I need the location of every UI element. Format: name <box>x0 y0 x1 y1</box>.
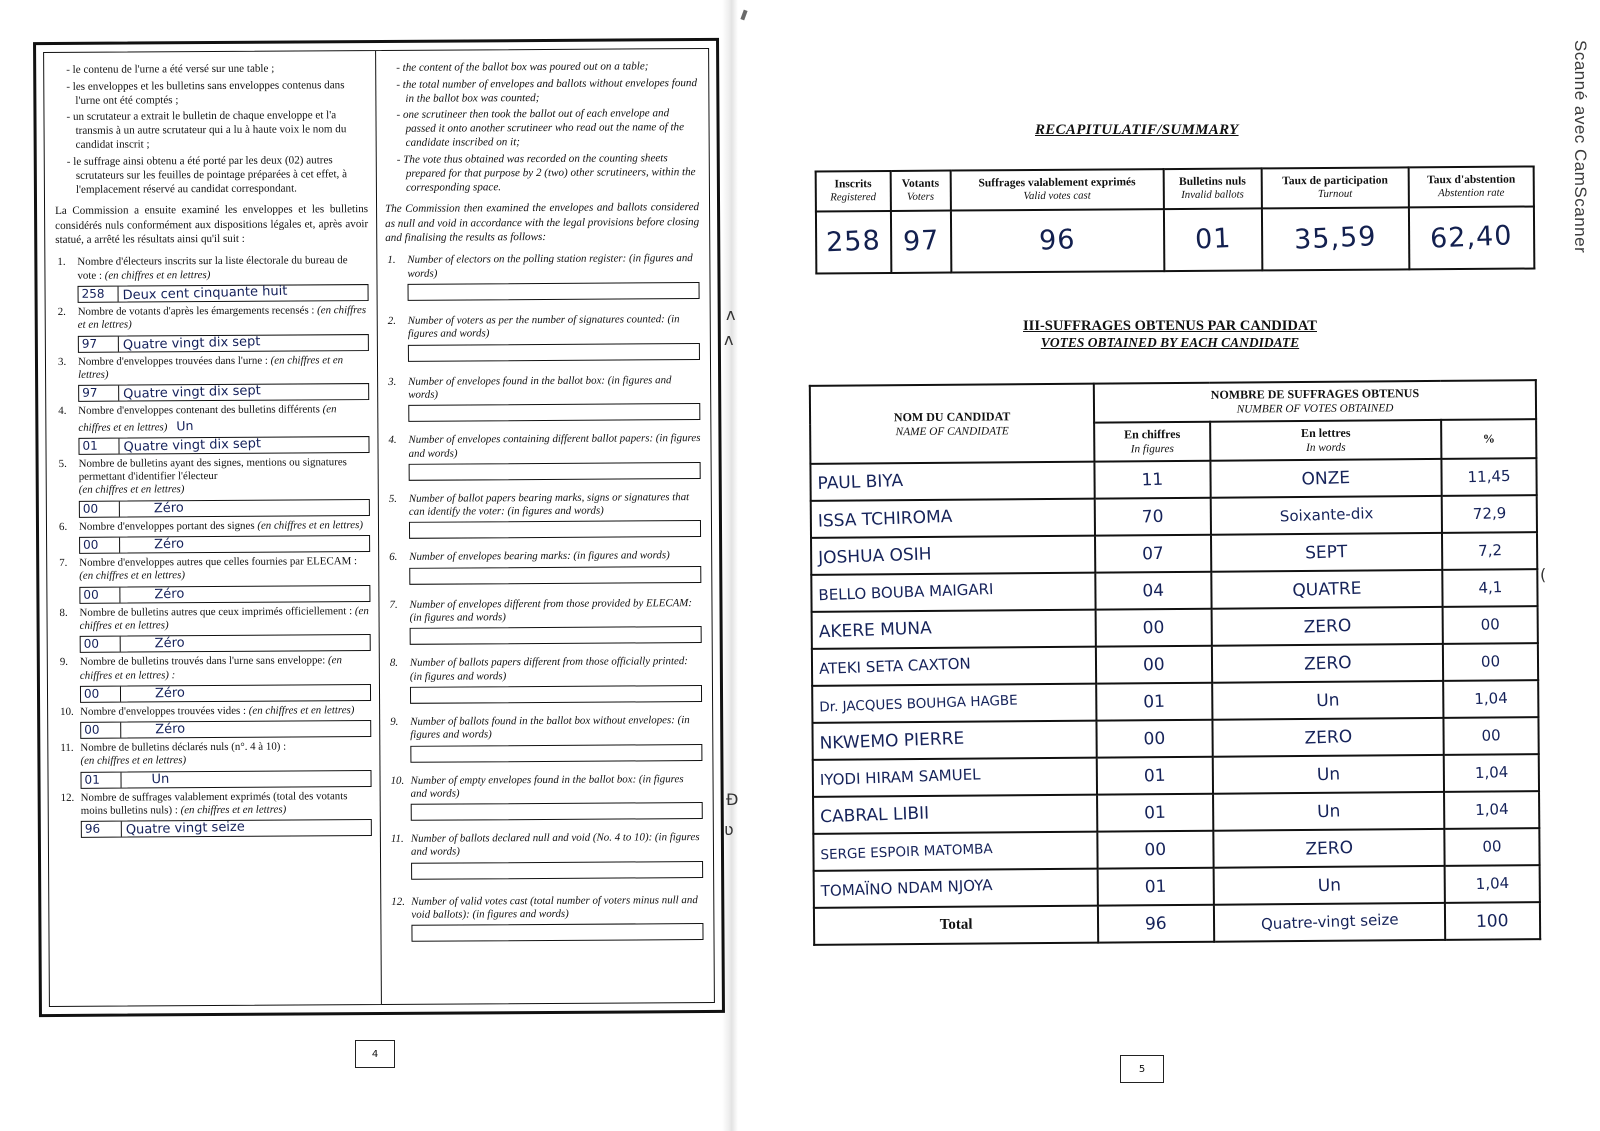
candidate-name: BELLO BOUBA MAIGARI <box>818 580 994 605</box>
answer-field[interactable] <box>410 626 702 645</box>
table-row <box>812 680 1538 723</box>
stray-mark-paren: ( <box>1540 565 1547 584</box>
answer-field[interactable] <box>78 284 369 303</box>
table-row <box>813 828 1539 871</box>
candidate-percent: 00 <box>1480 615 1501 635</box>
item-text: Nombre d'enveloppes trouvées dans l'urne : <box>77 354 268 368</box>
answer-field[interactable] <box>411 861 703 880</box>
answer-field[interactable] <box>81 819 372 838</box>
item-note: (en chiffres et en lettres) <box>248 703 355 717</box>
answer-field[interactable] <box>409 566 701 585</box>
table-row <box>811 495 1537 538</box>
list-item <box>389 773 703 822</box>
list-item <box>59 790 372 839</box>
item-text: Nombre d'électeurs inscrits sur la liste électorale du bureau de vote : <box>77 254 348 282</box>
recap-header-voters: Votants Voters <box>890 171 951 211</box>
french-column <box>44 51 382 1006</box>
answer-field[interactable] <box>80 770 371 789</box>
table-row <box>812 606 1538 649</box>
answer-field[interactable] <box>79 499 370 518</box>
english-paragraph: The Commission then examined the envelopes and ballots considered as null and void in accordance with the legal provisions before closing and finalising the results as follows: <box>385 201 700 245</box>
table-row <box>813 754 1539 797</box>
section-title-fr: III-SUFFRAGES OBTENUS PAR CANDIDAT <box>1023 318 1317 334</box>
table-header-row <box>816 166 1534 211</box>
item-text: Number of ballots found in the ballot box without envelopes: (in figures and words) <box>410 714 690 742</box>
candidate-words: Un <box>1316 801 1341 822</box>
candidate-percent: 1,04 <box>1473 689 1508 709</box>
item-text: Nombre d'enveloppes portant des signes <box>78 519 255 533</box>
stray-mark-d: Ɖ <box>726 790 739 809</box>
list-item <box>389 831 703 880</box>
item-note: (en chiffres et en lettres) <box>78 403 337 434</box>
candidate-figures: 00 <box>1144 839 1167 861</box>
list-item: - le suffrage ainsi obtenu a été porté par les deux (02) autres scrutateurs sur les feuilles de pointage préparées à cet effet, à l'emplacement réservé au candidat correspondant. <box>67 153 368 197</box>
answer-field[interactable] <box>78 383 369 402</box>
candidate-percent: 00 <box>1481 726 1502 746</box>
item-text: Nombre d'enveloppes trouvées vides : <box>80 704 247 718</box>
candidate-words: Un <box>1315 690 1340 711</box>
handwritten-figure: 00 <box>83 587 99 602</box>
list-item <box>55 255 368 304</box>
candidate-figures: 00 <box>1142 617 1165 639</box>
handwritten-words: Zéro <box>154 635 185 652</box>
list-item <box>57 519 370 554</box>
table-row <box>810 458 1536 501</box>
candidate-name: SERGE ESPOIR MATOMBA <box>820 840 993 863</box>
candidate-figures: 07 <box>1141 543 1165 565</box>
table-total-row <box>814 902 1540 945</box>
answer-field[interactable] <box>411 923 703 942</box>
answer-field[interactable] <box>410 685 702 704</box>
item-note: (en chiffres et en lettres) <box>79 604 369 632</box>
candidate-percent: 1,04 <box>1475 874 1510 894</box>
list-item: - the content of the ballot box was poured out on a table; <box>396 59 698 75</box>
handwritten-words: Zéro <box>155 721 186 738</box>
total-figures: 96 <box>1144 913 1168 935</box>
item-text: Number of ballots declared null and void (No. 4 to 10): (in figures and words) <box>410 831 700 859</box>
list-item <box>57 456 370 518</box>
handwritten-figure: 00 <box>83 686 100 701</box>
candidate-name: ATEKI SETA CAXTON <box>818 654 972 679</box>
table-row <box>816 206 1534 273</box>
candidate-words: SEPT <box>1305 541 1349 564</box>
list-item <box>56 304 369 353</box>
total-words: Quatre-vingt seize <box>1260 910 1399 934</box>
recap-header-turnout: Taux de participation Turnout <box>1261 167 1409 208</box>
list-item: - one scrutineer then took the ballot out of each envelope and passed it onto another scrutineer who read out the name of the candidate inscribed on it; <box>396 106 698 150</box>
left-page-sheet <box>33 38 725 1017</box>
answer-field[interactable] <box>80 684 371 703</box>
french-numbered-items <box>55 255 372 839</box>
candidate-percent: 72,9 <box>1472 504 1507 524</box>
handwritten-figure: 00 <box>82 501 99 516</box>
candidate-percent: 1,04 <box>1474 800 1509 820</box>
candidate-figures: 01 <box>1144 876 1167 898</box>
item-note: (en chiffres et en lettres) <box>77 304 367 332</box>
table-row <box>812 643 1538 686</box>
recap-header-registered: Inscrits Registered <box>816 171 891 211</box>
answer-field[interactable] <box>80 634 371 653</box>
handwritten-figure: 96 <box>84 822 101 837</box>
english-numbered-items <box>385 253 703 943</box>
candidate-name: PAUL BIYA <box>817 470 904 494</box>
recap-header-abstention: Taux d'abstention Abstention rate <box>1409 166 1534 207</box>
list-item <box>58 704 371 739</box>
list-item: - The vote thus obtained was recorded on the counting sheets prepared for that purpose by 2 (two) other scrutineers, within the corresponding space. <box>397 151 699 195</box>
answer-field[interactable] <box>80 720 371 739</box>
handwritten-words: Quatre vingt seize <box>125 819 245 839</box>
item-text: Number of electors on the polling station register: (in figures and words) <box>407 252 693 280</box>
item-text: Number of voters as per the number of signatures counted: (in figures and words) <box>407 313 680 341</box>
table-row <box>812 717 1538 760</box>
item-text: Nombre de bulletins autres que ceux imprimés officiellement : <box>79 604 353 619</box>
candidate-words: ZERO <box>1304 726 1353 749</box>
item-text: Number of envelopes containing different ballot papers: (in figures and words) <box>408 432 701 460</box>
total-label: Total <box>814 906 1098 945</box>
list-item <box>389 894 703 943</box>
right-page-sheet <box>735 0 1555 1131</box>
candidate-name: NKWEMO PIERRE <box>819 728 965 754</box>
english-bullets <box>384 59 699 195</box>
list-item <box>58 740 371 789</box>
list-item <box>387 549 701 584</box>
candidate-figures: 01 <box>1143 691 1166 713</box>
candidate-words: Un <box>1317 875 1342 896</box>
stray-mark-m: ʌ <box>726 305 736 324</box>
stray-mark-u: ʌ <box>724 330 734 349</box>
list-item <box>58 654 371 703</box>
handwritten-figure: 01 <box>82 438 98 453</box>
item-text: Nombre de bulletins ayant des signes, mentions ou signatures permettant d'identifier l'électeur <box>78 456 347 483</box>
answer-field[interactable] <box>408 403 700 422</box>
handwritten-words: Zéro <box>154 685 186 702</box>
candidate-words: ZERO <box>1303 652 1352 675</box>
table-row <box>811 569 1537 612</box>
item-text: Number of valid votes cast (total number of voters minus null and void ballots): (in figures and words) <box>411 893 698 921</box>
french-paragraph: La Commission a ensuite examiné les enveloppes et les bulletins considérés nuls conformément aux dispositions légales et, après avoir statué, a arrêté les résultats ainsi qu'il suit : <box>55 203 369 247</box>
item-text: Nombre de votants d'après les émargements recensés : <box>77 304 315 318</box>
recap-value-abstention: 62,40 <box>1409 206 1534 269</box>
candidate-words: ONZE <box>1301 467 1351 490</box>
list-item <box>386 374 700 423</box>
answer-field[interactable] <box>408 282 700 301</box>
english-column <box>376 49 714 1004</box>
candidate-percent: 00 <box>1482 837 1502 857</box>
section-title-en: VOTES OBTAINED BY EACH CANDIDATE <box>1040 335 1300 350</box>
header-in-figures: En chiffres In figures <box>1094 422 1210 462</box>
item-text: Number of ballot papers bearing marks, signs or signatures that can identify the voter: (in figures and words) <box>408 490 690 518</box>
candidate-words: ZERO <box>1304 837 1354 860</box>
list-item <box>56 403 369 455</box>
table-row <box>811 532 1537 575</box>
list-item <box>385 253 699 302</box>
candidate-percent: 7,2 <box>1477 541 1503 561</box>
candidate-figures: 00 <box>1142 654 1166 676</box>
handwritten-figure: 97 <box>81 336 98 351</box>
candidate-words: Un <box>1316 764 1341 785</box>
item-note: (en chiffres et en lettres) <box>78 483 185 497</box>
candidate-figures: 04 <box>1142 580 1165 602</box>
answer-field[interactable] <box>78 436 369 455</box>
table-header-row <box>810 380 1536 425</box>
list-item: - the total number of envelopes and ballots without envelopes found in the ballot box was counted; <box>396 76 698 106</box>
handwritten-inline-word: Un <box>175 417 194 434</box>
candidate-percent: 00 <box>1480 652 1501 672</box>
header-in-words: En lettres In words <box>1210 420 1442 461</box>
candidate-figures: 01 <box>1143 765 1167 787</box>
item-note: (en chiffres et en lettres) <box>78 353 344 381</box>
stray-mark-u2: ʋ <box>724 820 734 839</box>
candidate-words: QUATRE <box>1292 578 1362 601</box>
item-text: Number of empty envelopes found in the ballot box: (in figures and words) <box>410 772 684 800</box>
item-text: Number of envelopes found in the ballot box: (in figures and words) <box>408 373 672 401</box>
section-title <box>960 318 1380 351</box>
candidate-words: ZERO <box>1303 615 1352 638</box>
item-text: Nombre d'enveloppes autres que celles fournies par ELECAM : <box>79 555 358 569</box>
candidate-figures: 11 <box>1141 469 1164 491</box>
candidate-votes-table <box>809 379 1541 946</box>
handwritten-words: Zéro <box>153 536 185 553</box>
item-text: Number of ballots papers different from those officially printed: (in figures and words) <box>409 655 688 683</box>
list-item <box>387 491 701 540</box>
answer-field[interactable] <box>411 802 703 821</box>
recap-header-valid-votes: Suffrages valablement exprimés Valid votes cast <box>950 169 1163 210</box>
page-number-left: 4 <box>355 1040 395 1068</box>
handwritten-words: Deux cent cinquante huit <box>122 283 288 304</box>
candidate-name: CABRAL LIBII <box>819 803 930 828</box>
french-bullets <box>54 61 368 197</box>
handwritten-words: Quatre vingt dix sept <box>122 383 261 403</box>
candidate-name: Dr. JACQUES BOUHGA HAGBE <box>819 692 1018 716</box>
list-item <box>57 555 370 604</box>
table-row <box>813 791 1539 834</box>
handwritten-words: Zéro <box>153 500 184 517</box>
header-percent: % <box>1441 419 1536 459</box>
item-note: (en chiffres et en lettres) <box>180 803 287 817</box>
header-candidate-name: NOM DU CANDIDAT NAME OF CANDIDATE <box>810 384 1095 464</box>
recap-value-voters: 97 <box>891 210 952 272</box>
recap-value-valid-votes: 96 <box>951 209 1164 272</box>
candidate-name: TOMAÏNO NDAM NJOYA <box>820 876 993 901</box>
answer-field[interactable] <box>410 744 702 763</box>
handwritten-words: Quatre vingt dix sept <box>123 436 262 455</box>
camscanner-watermark: Scanné avec CamScanner <box>1571 40 1590 254</box>
recap-value-turnout: 35,59 <box>1262 207 1410 270</box>
list-item <box>57 605 370 654</box>
list-item <box>388 714 702 763</box>
candidate-percent: 11,45 <box>1467 466 1511 487</box>
recap-table <box>815 165 1536 274</box>
item-note: (en chiffres et en lettres) <box>80 754 187 768</box>
candidate-name: AKERE MUNA <box>818 618 932 643</box>
answer-field[interactable] <box>409 520 701 539</box>
list-item <box>386 313 700 362</box>
table-row <box>814 865 1540 908</box>
answer-field[interactable] <box>408 343 700 362</box>
handwritten-figure: 97 <box>82 385 98 401</box>
recap-value-registered: 258 <box>816 211 891 274</box>
total-percent: 100 <box>1476 910 1510 932</box>
header-votes-obtained: NOMBRE DE SUFFRAGES OBTENUS NUMBER OF VOTES OBTAINED <box>1094 380 1536 423</box>
item-text: Nombre de bulletins trouvés dans l'urne sans enveloppe: <box>79 654 326 669</box>
list-item: - les enveloppes et les bulletins sans enveloppes contenus dans l'urne ont été comptés ; <box>66 78 367 108</box>
list-item: - un scrutateur a extrait le bulletin de chaque enveloppe et l'a transmis à un autre scrutateur qui a lu à haute voix le nom du candidat inscrit ; <box>66 108 367 152</box>
handwritten-figure: 00 <box>83 636 100 652</box>
answer-field[interactable] <box>79 585 370 604</box>
handwritten-words: Un <box>151 771 170 787</box>
answer-field[interactable] <box>409 462 701 481</box>
list-item <box>387 597 701 646</box>
item-text: Number of envelopes different from those provided by ELECAM: (in figures and words) <box>409 596 693 624</box>
candidate-name: JOSHUA OSIH <box>817 544 932 569</box>
list-item <box>388 655 702 704</box>
list-item <box>386 432 700 481</box>
candidate-percent: 4,1 <box>1477 578 1503 598</box>
candidate-name: ISSA TCHIROMA <box>817 506 953 532</box>
answer-field[interactable] <box>79 535 370 554</box>
candidate-figures: 70 <box>1141 506 1164 528</box>
item-note: (en chiffres et en lettres) <box>257 518 363 532</box>
handwritten-figure: 00 <box>83 537 99 552</box>
item-text: Nombre d'enveloppes contenant des bulletins différents <box>78 403 320 418</box>
list-item <box>56 354 369 403</box>
handwritten-words: Zéro <box>154 586 185 602</box>
list-item: - le contenu de l'urne a été versé sur une table ; <box>66 61 367 77</box>
recap-value-invalid-ballots: 01 <box>1164 208 1262 271</box>
recap-header-invalid-ballots: Bulletins nuls Invalid ballots <box>1163 168 1261 209</box>
page-number-right: 5 <box>1120 1055 1164 1083</box>
handwritten-figure: 01 <box>84 772 100 787</box>
candidate-percent: 1,04 <box>1474 763 1509 783</box>
candidate-figures: 00 <box>1143 728 1166 750</box>
item-text: Nombre de bulletins déclarés nuls (n°. 4 à 10) : <box>80 740 287 754</box>
answer-field[interactable] <box>78 334 369 353</box>
candidate-figures: 01 <box>1143 802 1167 824</box>
item-text: Nombre de suffrages valablement exprimés (total des votants moins bulletins nuls) : <box>80 789 348 817</box>
recap-title: RECAPITULATIF/SUMMARY <box>1035 122 1239 138</box>
handwritten-words: Quatre vingt dix sept <box>122 333 261 353</box>
item-text: Number of envelopes bearing marks: (in figures and words) <box>409 549 670 564</box>
handwritten-figure: 258 <box>81 286 105 301</box>
handwritten-figure: 00 <box>84 722 100 737</box>
item-note: (en chiffres et en lettres) <box>79 569 185 583</box>
candidate-name: IYODI HIRAM SAMUEL <box>819 765 981 790</box>
item-note: (en chiffres et en lettres) : <box>79 654 342 682</box>
item-note: (en chiffres et en lettres) <box>104 268 211 282</box>
candidate-words: Soixante-dix <box>1279 504 1374 526</box>
